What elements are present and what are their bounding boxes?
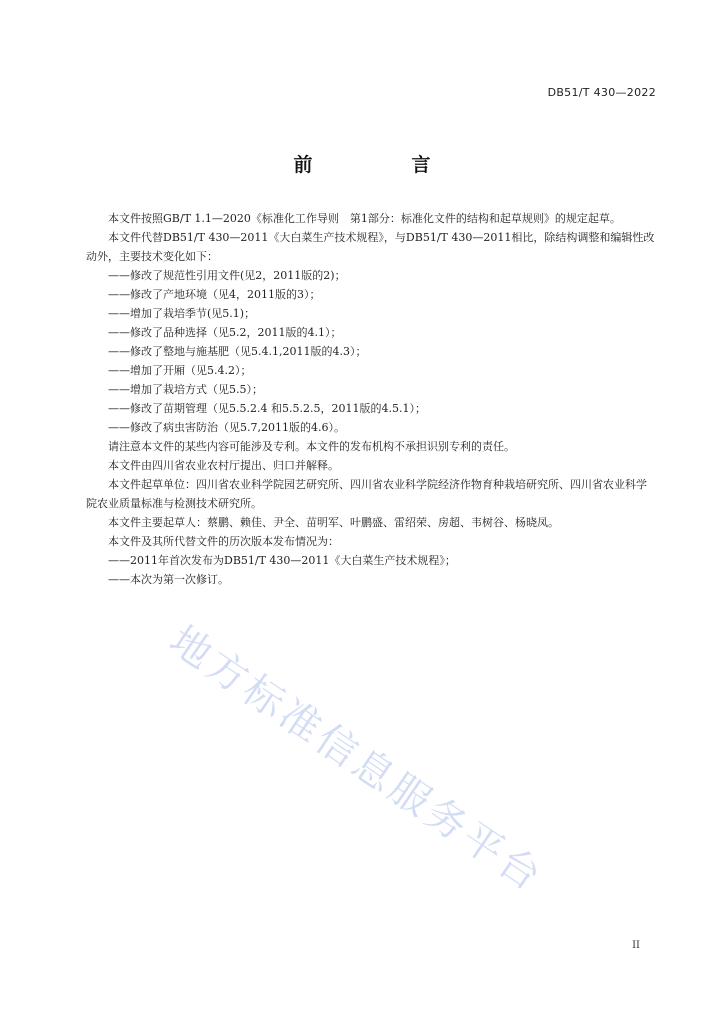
paragraph-drafting-rules: 本文件按照GB/T 1.1—2020《标准化工作导则 第1部分：标准化文件的结构和起草规则》的规定起草。 [108, 212, 621, 225]
page-title: 前 言 [293, 154, 471, 176]
paragraph-drafters: 本文件主要起草人：蔡鹏、赖佳、尹全、苗明军、叶鹏盛、雷绍荣、房超、韦树谷、杨晓凤。 [108, 516, 559, 529]
change-item: ——增加了栽培季节(见5.1)； [108, 307, 256, 320]
history-item: ——本次为第一次修订。 [108, 573, 229, 586]
document-code: DB51/T 430—2022 [547, 86, 656, 99]
paragraph-replacement: 本文件代替DB51/T 430—2011《大白菜生产技术规程》，与DB51/T 430—2011相比，除结构调整和编辑性改动外，主要技术变化如下： [86, 231, 655, 263]
foreword-body [86, 209, 656, 589]
change-item: ——增加了开厢（见5.4.2）； [108, 364, 252, 377]
change-item: ——修改了整地与施基肥（见5.4.1,2011版的4.3）； [108, 345, 367, 358]
change-item: ——修改了产地环境（见4，2011版的3）； [108, 288, 321, 301]
paragraph-patent-notice: 请注意本文件的某些内容可能涉及专利。本文件的发布机构不承担识别专利的责任。 [108, 440, 515, 453]
page-number: II [632, 940, 640, 951]
change-item: ——修改了规范性引用文件(见2，2011版的2)； [108, 269, 346, 282]
paragraph-drafting-units: 本文件起草单位：四川省农业科学院园艺研究所、四川省农业科学院经济作物育种栽培研究所、四川省农业科学院农业质量标准与检测技术研究所。 [86, 478, 647, 510]
change-item: ——修改了品种选择（见5.2，2011版的4.1）； [108, 326, 342, 339]
paragraph-release-history: 本文件及其所代替文件的历次版本发布情况为： [108, 535, 339, 548]
paragraph-proposer: 本文件由四川省农业农村厅提出、归口并解释。 [108, 459, 339, 472]
history-item: ——2011年首次发布为DB51/T 430—2011《大白菜生产技术规程》； [108, 554, 456, 567]
change-item: ——增加了栽培方式（见5.5）； [108, 383, 263, 396]
change-item: ——修改了苗期管理（见5.5.2.4 和5.5.2.5，2011版的4.5.1）； [108, 402, 426, 415]
watermark-text: 地方标准信息服务平台 [161, 617, 552, 902]
change-item: ——修改了病虫害防治（见5.7,2011版的4.6）。 [108, 421, 345, 434]
